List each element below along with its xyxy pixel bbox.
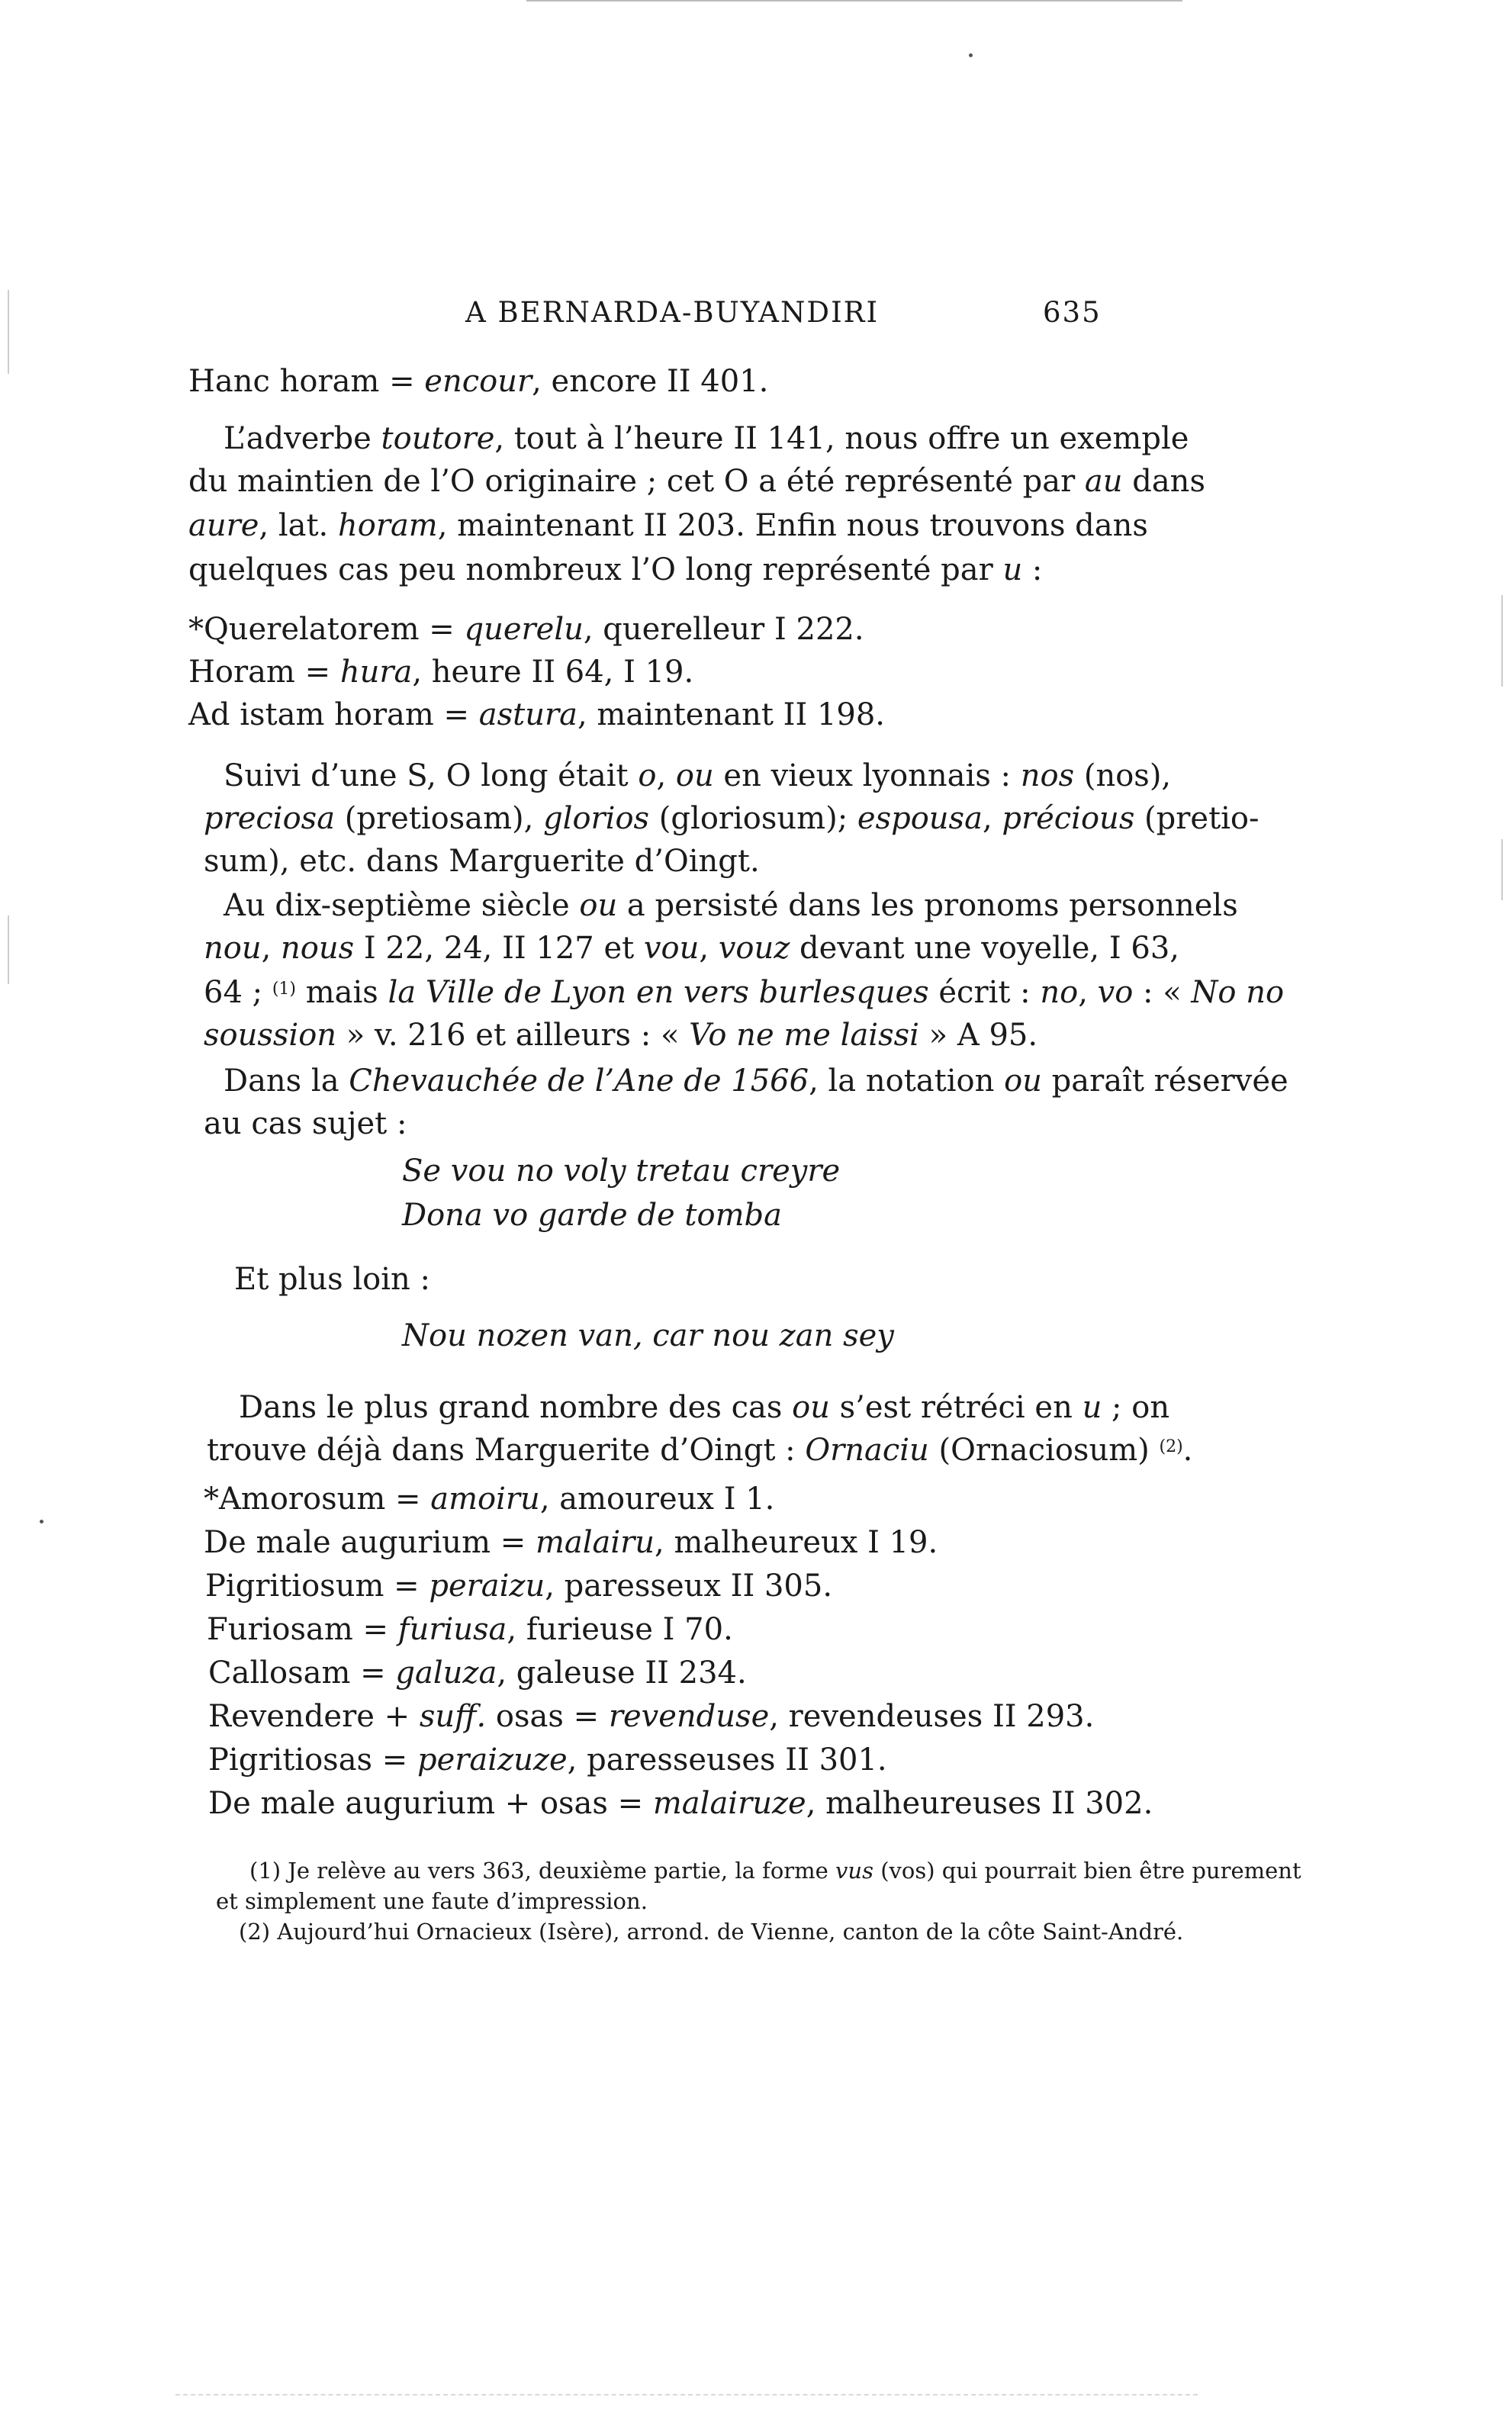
scan-speck <box>969 53 973 57</box>
example-line: Ad istam horam = astura, maintenant II 198. <box>188 697 886 732</box>
text-line: Au dix-septième siècle ou a persisté dans les pronoms personnels <box>224 888 1238 923</box>
footnote-line: et simplement une faute d’impression. <box>216 1888 648 1914</box>
example-line: De male augurium + osas = malairuze, malheureuses II 302. <box>208 1786 1153 1821</box>
running-title: A BERNARDA-BUYANDIRI <box>465 296 880 329</box>
text-line: Dans le plus grand nombre des cas ou s’est rétréci en u ; on <box>239 1390 1170 1425</box>
example-line: Furiosam = furiusa, furieuse I 70. <box>207 1612 733 1647</box>
example-line: Horam = hura, heure II 64, I 19. <box>188 655 694 690</box>
example-line: *Amorosum = amoiru, amoureux I 1. <box>204 1482 775 1517</box>
scan-bottom-edge <box>175 2394 1198 2399</box>
example-line: Revendere + suff. osas = revenduse, revendeuses II 293. <box>208 1699 1095 1734</box>
verse-line: Dona vo garde de tomba <box>402 1198 782 1233</box>
text-line: nou, nous I 22, 24, II 127 et vou, vouz devant une voyelle, I 63, <box>204 931 1179 966</box>
text-line: trouve déjà dans Marguerite d’Oingt : Ornaciu (Ornaciosum) $^{(2)}$. <box>207 1433 1193 1468</box>
example-line: *Querelatorem = querelu, querelleur I 222. <box>188 612 864 647</box>
footnote-line: (1) Je relève au vers 363, deuxième partie, la forme vus (vos) qui pourrait bien être purement <box>249 1858 1301 1884</box>
running-header <box>183 290 1175 328</box>
margin-mark <box>1501 839 1503 900</box>
page-number: 635 <box>1043 296 1102 329</box>
text-line: 64 ; $^{(1)}$ mais la Ville de Lyon en vers burlesques écrit : no, vo : « No no <box>204 975 1285 1010</box>
footnote-ref-1[interactable]: (1) <box>272 980 296 999</box>
footnote-line: (2) Aujourd’hui Ornacieux (Isère), arrond. de Vienne, canton de la côte Saint-André. <box>239 1919 1184 1945</box>
text-line: Suivi d’une S, O long était o, ou en vieux lyonnais : nos (nos), <box>224 758 1172 793</box>
text-line: sum), etc. dans Marguerite d’Oingt. <box>204 844 760 879</box>
text-line: du maintien de l’O originaire ; cet O a été représenté par au dans <box>188 464 1205 499</box>
margin-mark <box>8 290 9 374</box>
scan-edge-line <box>526 0 1182 2</box>
text-line: aure, lat. horam, maintenant II 203. Enfin nous trouvons dans <box>188 508 1148 543</box>
scan-speck <box>40 1520 43 1523</box>
margin-mark <box>8 915 9 984</box>
verse-line: Nou nozen van, car nou zan sey <box>402 1318 894 1353</box>
example-line: Pigritiosas = peraizuze, paresseuses II 301. <box>208 1742 887 1778</box>
text-line: Hanc horam = encour, encore II 401. <box>188 364 769 399</box>
text-line: Dans la Chevauchée de l’Ane de 1566, la notation ou paraît réservée <box>224 1063 1288 1099</box>
text-line: preciosa (pretiosam), glorios (gloriosum); espousa, précious (pretio- <box>204 801 1259 836</box>
example-line: Pigritiosum = peraizu, paresseux II 305. <box>205 1569 833 1604</box>
example-line: Callosam = galuza, galeuse II 234. <box>208 1655 747 1691</box>
text-line: Et plus loin : <box>234 1262 431 1297</box>
example-line: De male augurium = malairu, malheureux I 19. <box>204 1525 938 1560</box>
text-line: quelques cas peu nombreux l’O long représenté par u : <box>188 552 1043 587</box>
margin-mark <box>1501 595 1503 687</box>
text-line: au cas sujet : <box>204 1106 407 1141</box>
text-line: soussion » v. 216 et ailleurs : « Vo ne me laissi » A 95. <box>204 1018 1038 1053</box>
text-line: L’adverbe toutore, tout à l’heure II 141, nous offre un exemple <box>224 421 1189 456</box>
footnote-ref-2[interactable]: (2) <box>1159 1437 1183 1456</box>
verse-line: Se vou no voly tretau creyre <box>402 1153 841 1189</box>
